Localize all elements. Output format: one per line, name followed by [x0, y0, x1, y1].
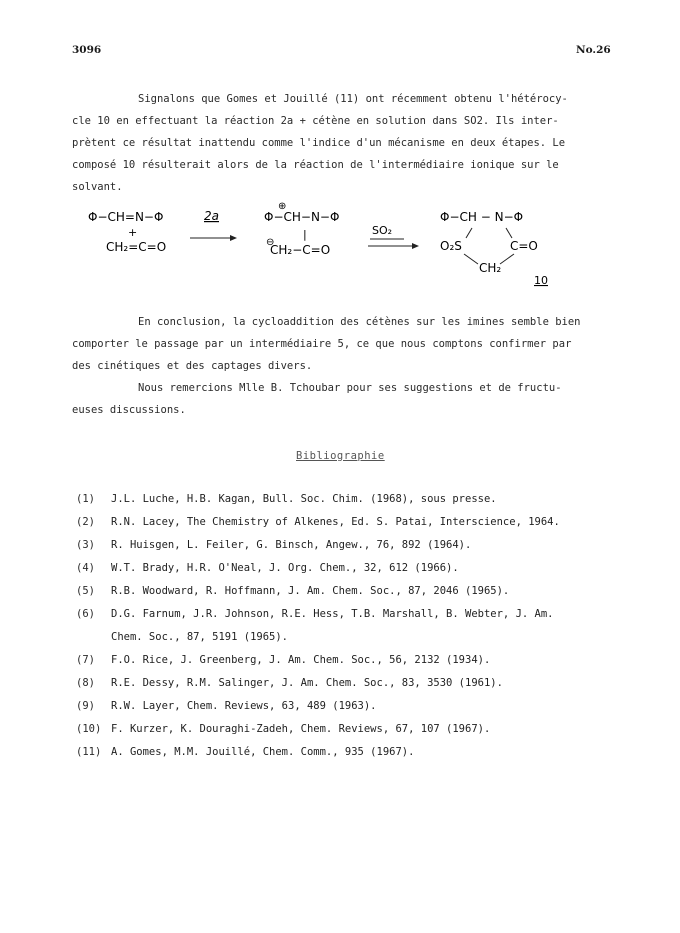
ref-text: Chem. Soc., 87, 5191 (1965).	[111, 631, 289, 643]
arrow1-label: 2a	[204, 209, 219, 223]
intermediate-bond: |	[303, 228, 307, 241]
ref-number: (3)	[76, 539, 95, 551]
ref-text: R.E. Dessy, R.M. Salinger, J. Am. Chem. Soc., 83, 3530 (1961).	[111, 677, 503, 689]
ref-number: (1)	[76, 493, 95, 505]
arrow2-label: SO₂	[372, 224, 393, 237]
ref-text: J.L. Luche, H.B. Kagan, Bull. Soc. Chim. (1968), sous presse.	[111, 493, 497, 505]
ref-number: (6)	[76, 608, 95, 620]
text-line: En conclusion, la cycloaddition des cétènes sur les imines semble bien	[138, 316, 581, 328]
ref-number: (5)	[76, 585, 95, 597]
arrowhead-icon	[230, 235, 237, 241]
ref-number: (11)	[76, 746, 102, 758]
ref-number: (8)	[76, 677, 95, 689]
text-line: solvant.	[72, 181, 123, 193]
ref-text: F. Kurzer, K. Douraghi-Zadeh, Chem. Reviews, 67, 107 (1967).	[111, 723, 491, 735]
text-line: Signalons que Gomes et Jouillé (11) ont récemment obtenu l'hétérocy-	[138, 93, 568, 105]
minus-charge-icon: ⊖	[266, 237, 275, 248]
reactant-imine: Φ−CH=N−Φ	[88, 210, 164, 224]
intermediate-bottom: CH₂−C=O	[270, 243, 331, 257]
bibliography-title: Bibliographie	[296, 450, 385, 462]
text-line: composé 10 résulterait alors de la réaction de l'intermédiaire ionique sur le	[72, 159, 559, 171]
issue-number: No.26	[576, 44, 611, 56]
ref-number: (7)	[76, 654, 95, 666]
reactant-plus: +	[128, 226, 138, 239]
ref-number: (2)	[76, 516, 95, 528]
page-number: 3096	[72, 44, 102, 56]
text-line: des cinétiques et des captages divers.	[72, 360, 313, 372]
compound-label: 10	[534, 274, 548, 287]
ref-text: F.O. Rice, J. Greenberg, J. Am. Chem. Soc., 56, 2132 (1934).	[111, 654, 491, 666]
ref-text: W.T. Brady, H.R. O'Neal, J. Org. Chem., 32, 612 (1966).	[111, 562, 459, 574]
plus-charge-icon: ⊕	[278, 201, 287, 212]
text-line: prètent ce résultat inattendu comme l'indice d'un mécanisme en deux étapes. Le	[72, 137, 566, 149]
arrowhead-icon	[412, 243, 419, 249]
ring-bond	[466, 228, 472, 238]
product-top: Φ−CH − N−Φ	[440, 210, 524, 224]
intermediate-top: Φ−CH−N−Φ	[264, 210, 340, 224]
product-carbonyl: C=O	[510, 239, 538, 253]
ring-bond	[464, 254, 478, 264]
text-line: comporter le passage par un intermédiaire 5, ce que nous comptons confirmer par	[72, 338, 572, 350]
reactant-ketene: CH₂=C=O	[106, 240, 167, 254]
ref-text: R.N. Lacey, The Chemistry of Alkenes, Ed. S. Patai, Interscience, 1964.	[111, 516, 560, 528]
ref-text: R. Huisgen, L. Feiler, G. Binsch, Angew., 76, 892 (1964).	[111, 539, 472, 551]
ref-text: D.G. Farnum, J.R. Johnson, R.E. Hess, T.B. Marshall, B. Webter, J. Am.	[111, 608, 554, 620]
ref-number: (9)	[76, 700, 95, 712]
text-line: euses discussions.	[72, 404, 186, 416]
ref-text: R.B. Woodward, R. Hoffmann, J. Am. Chem. Soc., 87, 2046 (1965).	[111, 585, 510, 597]
product-o2s: O₂S	[440, 239, 462, 253]
ring-bond	[506, 228, 512, 238]
ref-number: (4)	[76, 562, 95, 574]
ring-bond	[500, 254, 514, 264]
product-ch2: CH₂	[479, 261, 502, 275]
ref-text: R.W. Layer, Chem. Reviews, 63, 489 (1963).	[111, 700, 377, 712]
reaction-scheme	[80, 196, 570, 292]
ref-text: A. Gomes, M.M. Jouillé, Chem. Comm., 935 (1967).	[111, 746, 415, 758]
ref-number: (10)	[76, 723, 102, 735]
text-line: cle 10 en effectuant la réaction 2a + cétène en solution dans SO2. Ils inter-	[72, 115, 559, 127]
text-line: Nous remercions Mlle B. Tchoubar pour ses suggestions et de fructu-	[138, 382, 562, 394]
